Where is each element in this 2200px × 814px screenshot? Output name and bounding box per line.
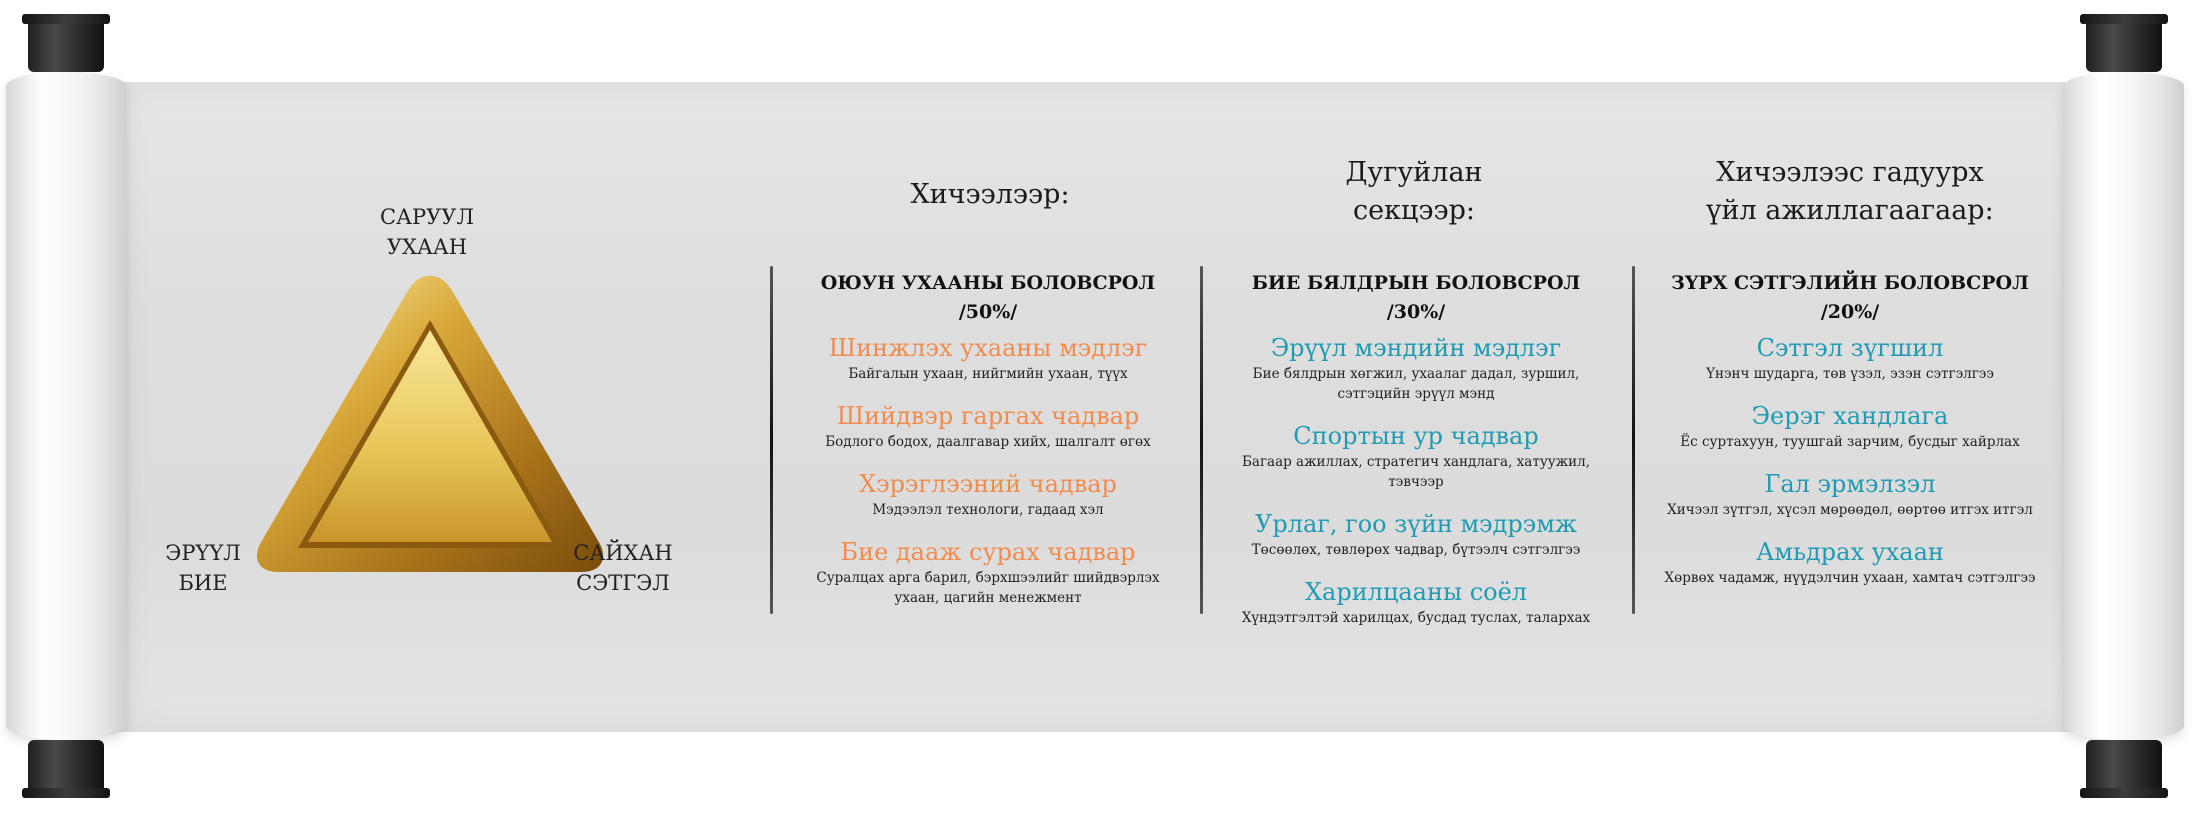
left-roller-top-cap — [28, 14, 104, 72]
item-description: Хичээл зүтгэл, хүсэл мөрөөдөл, өөртөө итгэх итгэл — [1667, 502, 2033, 518]
column-divider — [1632, 266, 1635, 614]
pyramid-left-label: ЭРҮҮЛ БИЕ — [165, 541, 241, 595]
item-title: Эрүүл мэндийн мэдлэг — [1270, 334, 1562, 362]
item-title: Хэрэглээний чадвар — [859, 470, 1117, 498]
item-description: Хөрвөх чадамж, нүүдэлчин ухаан, хамтач сэтгэлгээ — [1664, 570, 2036, 586]
item-description: Бие бялдрын хөгжил, ухаалаг дадал, зуршил, сэтгэцийн эрүүл мэнд — [1252, 366, 1580, 402]
item-title: Спортын ур чадвар — [1293, 422, 1539, 450]
right-scroll-roller — [2064, 72, 2184, 740]
item-title: Шийдвэр гаргах чадвар — [836, 402, 1140, 430]
left-scroll-roller — [6, 72, 126, 740]
item-description: Багаар ажиллах, стратегич хандлага, хатуужил, тэвчээр — [1241, 454, 1590, 490]
heading-clubs: Дугуйлан секцээр: — [1345, 157, 1483, 226]
item-title: Амьдрах ухаан — [1756, 538, 1944, 566]
heading-extracurricular: Хичээлээс гадуурх үйл ажиллагаагаар: — [1706, 157, 1994, 226]
pyramid-top-label: САРУУЛ УХААН — [380, 205, 474, 259]
list-item — [792, 536, 1184, 608]
column-intellectual-education — [792, 266, 1184, 608]
right-roller-bottom-cap — [2086, 740, 2162, 798]
list-item — [792, 332, 1184, 384]
golden-triangle-icon — [250, 268, 610, 578]
list-item — [1654, 332, 2046, 384]
item-title: Гал эрмэлзэл — [1764, 470, 1936, 498]
category-title: ЗҮРХ СЭТГЭЛИЙН БОЛОВСРОЛ — [1671, 272, 2029, 294]
list-item — [1220, 332, 1612, 404]
category-title: ОЮУН УХААНЫ БОЛОВСРОЛ — [820, 272, 1156, 294]
category-percent: /50%/ — [958, 301, 1018, 323]
item-title: Бие дааж сурах чадвар — [840, 538, 1136, 566]
item-description: Ёс суртахуун, туушгай зарчим, бусдыг хайрлах — [1680, 434, 2020, 450]
category-percent: /30%/ — [1386, 301, 1446, 323]
list-item — [1654, 400, 2046, 452]
column-divider — [770, 266, 773, 614]
item-description: Төсөөлөх, төвлөрөх чадвар, бүтээлч сэтгэлгээ — [1251, 542, 1581, 558]
item-description: Мэдээлэл технологи, гадаад хэл — [872, 502, 1104, 518]
list-item — [1220, 508, 1612, 560]
category-percent: /20%/ — [1820, 301, 1880, 323]
item-description: Үнэнч шударга, төв үзэл, эзэн сэтгэлгээ — [1706, 366, 1994, 382]
item-description: Хүндэтгэлтэй харилцах, бусдад туслах, талархах — [1241, 610, 1591, 626]
list-item — [1654, 536, 2046, 588]
item-title: Шинжлэх ухааны мэдлэг — [828, 334, 1148, 362]
list-item — [1654, 468, 2046, 520]
item-title: Урлаг, гоо зүйн мэдрэмж — [1255, 510, 1577, 538]
item-title: Эерэг хандлага — [1751, 402, 1949, 430]
item-title: Харилцааны соёл — [1304, 578, 1528, 606]
right-roller-top-cap — [2086, 14, 2162, 72]
item-description: Бодлого бодох, даалгавар хийх, шалгалт өгөх — [825, 434, 1151, 450]
pyramid-right-label: САЙХАН СЭТГЭЛ — [573, 541, 673, 595]
left-roller-bottom-cap — [28, 740, 104, 798]
item-title: Сэтгэл зүгшил — [1756, 334, 1944, 362]
item-description: Суралцах арга барил, бэрхшээлийг шийдвэрлэх ухаан, цагийн менежмент — [816, 570, 1160, 606]
item-description: Байгалын ухаан, нийгмийн ухаан, түүх — [848, 366, 1128, 382]
column-heart-education — [1654, 266, 2046, 588]
list-item — [1220, 420, 1612, 492]
category-title: БИЕ БЯЛДРЫН БОЛОВСРОЛ — [1251, 272, 1581, 294]
column-divider — [1200, 266, 1203, 614]
column-physical-education — [1220, 266, 1612, 628]
list-item — [792, 400, 1184, 452]
list-item — [792, 468, 1184, 520]
list-item — [1220, 576, 1612, 628]
heading-lessons: Хичээлээр: — [910, 179, 1070, 210]
